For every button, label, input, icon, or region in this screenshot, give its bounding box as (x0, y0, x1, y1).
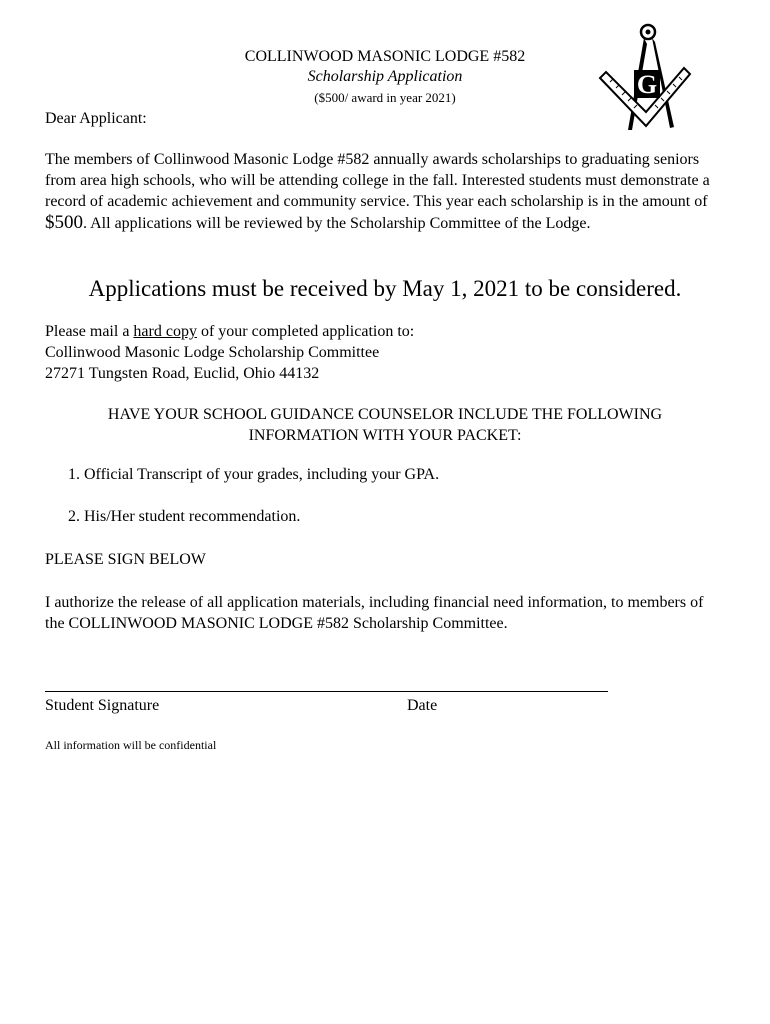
g-emblem-letter: G (636, 70, 658, 99)
award-note: ($500/ award in year 2021) (314, 90, 456, 105)
mail-instructions (45, 321, 414, 384)
intro-text-2: . All applications will be reviewed by the Scholarship Committee of the Lodge. (83, 215, 591, 232)
application-title: Scholarship Application (307, 68, 463, 85)
counselor-instructions (0, 404, 770, 446)
scholarship-amount: $500 (45, 212, 83, 233)
date-label: Date (407, 697, 438, 714)
salutation: Dear Applicant: (45, 110, 147, 127)
list-item-recommendation: 2. His/Her student recommendation. (68, 508, 301, 525)
mail-line (45, 321, 414, 342)
address-line-1: Collinwood Masonic Lodge Scholarship Committee (45, 344, 380, 361)
signature-line[interactable] (45, 691, 608, 692)
hard-copy-emphasis: hard copy (133, 323, 197, 340)
address-line-2: 27271 Tungsten Road, Euclid, Ohio 44132 (45, 365, 320, 382)
lodge-name: COLLINWOOD MASONIC LODGE #582 (244, 48, 526, 65)
mail-prefix: Please mail a (45, 323, 134, 340)
counselor-line-2: INFORMATION WITH YOUR PACKET: (248, 427, 522, 444)
list-item-transcript: 1. Official Transcript of your grades, including your GPA. (68, 466, 440, 483)
student-signature-label: Student Signature (45, 697, 160, 714)
confidentiality-note: All information will be confidential (45, 738, 217, 752)
sign-below-heading: PLEASE SIGN BELOW (45, 551, 206, 568)
authorization-statement: I authorize the release of all application materials, including financial need information, to members of the COLLINWOOD MASONIC LODGE #582 Scholarship Committee. (45, 594, 704, 632)
square-and-compass-logo (598, 22, 694, 132)
counselor-line-1: HAVE YOUR SCHOOL GUIDANCE COUNSELOR INCLUDE THE FOLLOWING (107, 406, 663, 423)
mail-suffix: of your completed application to: (196, 323, 415, 340)
intro-paragraph (45, 149, 725, 234)
deadline-notice: Applications must be received by May 1, 2021 to be considered. (88, 276, 682, 301)
intro-text-1: The members of Collinwood Masonic Lodge #582 annually awards scholarships to graduating seniors from area high schools, who will be attending college in the fall. Interested students must demonstrate a record of academic achievement and community service. This year each scholarship is in the amount of (45, 151, 710, 210)
